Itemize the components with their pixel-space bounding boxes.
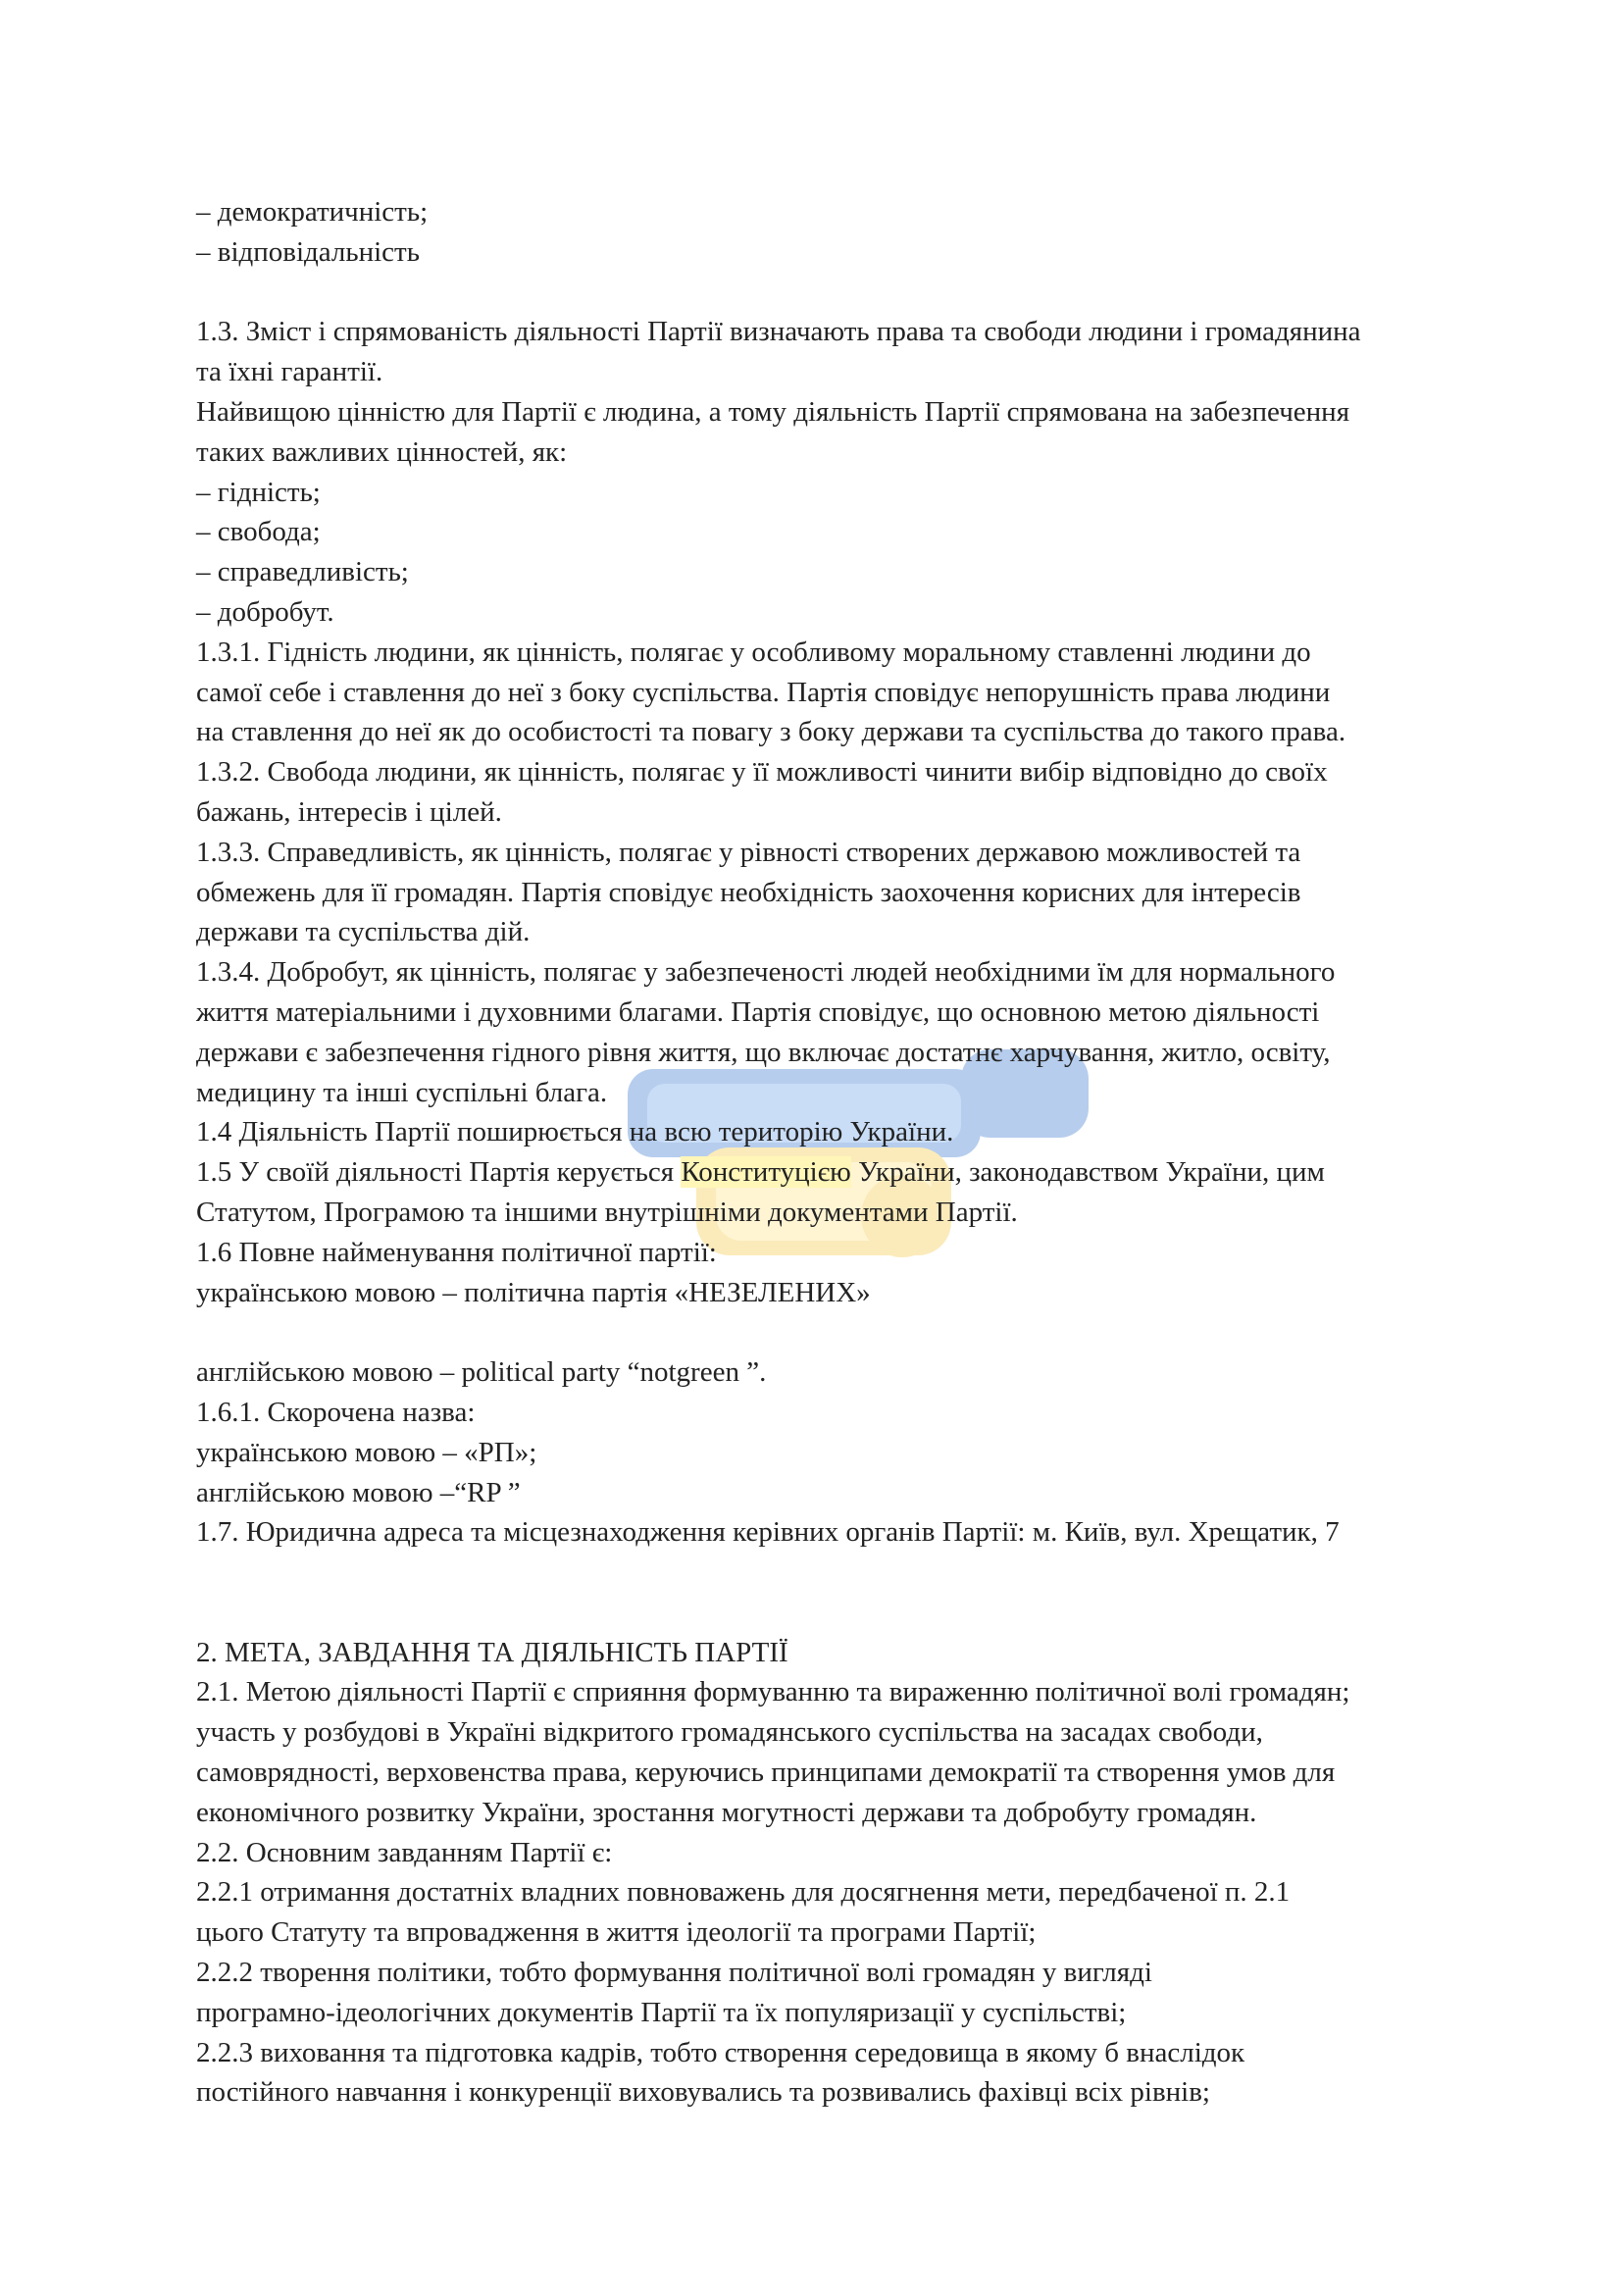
text-line: 2.2. Основним завданням Партії є: xyxy=(196,1836,613,1868)
text-line: на ставлення до неї як до особистості та повагу з боку держави та суспільства до такого права. xyxy=(196,716,1346,748)
text-line: життя матеріальними і духовними благами. Партія сповідує, що основною метою діяльності xyxy=(196,995,1320,1028)
text-line: 1.7. Юридична адреса та місцезнаходження керівних органів Партії: м. Київ, вул. Хрещатик, 7 xyxy=(196,1516,1340,1549)
text-line xyxy=(196,1152,1471,1193)
text-line: – гідність; xyxy=(196,476,321,508)
text-line: українською мовою – політична партія «НЕЗЕЛЕНИХ» xyxy=(196,1276,871,1308)
text-line: участь у розбудові в Україні відкритого громадянського суспільства на засадах свободи, xyxy=(196,1716,1263,1749)
text-line: – справедливість; xyxy=(196,556,409,588)
text-line: – відповідальність xyxy=(196,235,420,268)
blank-line xyxy=(196,1553,1471,1593)
text-line: медицину та інші суспільні блага. xyxy=(196,1076,608,1108)
blank-line xyxy=(196,1593,1471,1633)
text-segment: 1.5 У своїй діяльності Партія керується xyxy=(196,1156,682,1189)
text-line: 2.2.3 виховання та підготовка кадрів, тобто створення середовища в якому б внаслідок xyxy=(196,2036,1245,2068)
text-line: програмно-ідеологічних документів Партії та їх популяризації у суспільстві; xyxy=(196,1996,1127,2028)
text-line: обмежень для її громадян. Партія сповідує необхідність заохочення корисних для інтересів xyxy=(196,876,1301,908)
text-line: 1.6.1. Скорочена назва: xyxy=(196,1396,476,1428)
highlighted-text: Конституцією xyxy=(681,1156,851,1189)
text-line: – свобода; xyxy=(196,516,321,548)
text-line: Найвищою цінністю для Партії є людина, а тому діяльність Партії спрямована на забезпечення xyxy=(196,395,1350,428)
text-line: 1.3. Зміст і спрямованість діяльності Партії визначають права та свободи людини і громадянина xyxy=(196,316,1361,348)
text-line: 2.2.2 творення політики, тобто формування політичної волі громадян у вигляді xyxy=(196,1957,1152,1989)
text-line: – демократичність; xyxy=(196,196,429,228)
text-line: 2.1. Метою діяльності Партії є сприяння формуванню та вираженню політичної волі громадян; xyxy=(196,1676,1350,1708)
text-line: – добробут. xyxy=(196,595,334,628)
text-line: бажань, інтересів і цілей. xyxy=(196,795,502,828)
text-line: постійного навчання і конкуренції виховувались та розвивались фахівці всіх рівнів; xyxy=(196,2076,1210,2109)
blank-line xyxy=(196,1312,1471,1352)
text-line: 1.6 Повне найменування політичної партії: xyxy=(196,1236,717,1268)
text-line: самої себе і ставлення до неї з боку суспільства. Партія сповідує непорушність права людини xyxy=(196,676,1331,708)
text-line: 1.3.2. Свобода людини, як цінність, полягає у її можливості чинити вибір відповідно до своїх xyxy=(196,756,1328,789)
text-line: 1.3.4. Добробут, як цінність, полягає у забезпеченості людей необхідними їм для нормального xyxy=(196,956,1336,989)
text-line: українською мовою – «РП»; xyxy=(196,1436,537,1468)
blank-line xyxy=(196,273,1471,313)
text-line: 1.3.3. Справедливість, як цінність, полягає у рівності створених державою можливостей та xyxy=(196,836,1301,868)
text-line: та їхні гарантії. xyxy=(196,356,383,388)
text-line: самоврядності, верховенства права, керуючись принципами демократії та створення умов для xyxy=(196,1757,1336,1789)
document-text xyxy=(196,192,1471,2113)
text-line: держави є забезпечення гідного рівня життя, що включає достатнє харчування, житло, освіту, xyxy=(196,1036,1331,1068)
text-line: 1.3.1. Гідність людини, як цінність, полягає у особливому моральному ставленні людини до xyxy=(196,636,1311,668)
text-line: Статутом, Програмою та іншими внутрішніми документами Партії. xyxy=(196,1196,1018,1228)
text-line: 2.2.1 отримання достатніх владних повноважень для досягнення мети, передбаченої п. 2.1 xyxy=(196,1876,1291,1909)
text-line: 2. МЕТА, ЗАВДАННЯ ТА ДІЯЛЬНІСТЬ ПАРТІЇ xyxy=(196,1636,788,1668)
text-line: держави та суспільства дій. xyxy=(196,916,531,948)
text-line: цього Статуту та впровадження в життя ідеології та програми Партії; xyxy=(196,1916,1037,1949)
text-line: 1.4 Діяльність Партії поширюється на всю територію України. xyxy=(196,1116,954,1148)
text-line: англійською мовою –“RP ” xyxy=(196,1476,521,1508)
text-segment: України, законодавством України, цим xyxy=(850,1156,1325,1189)
text-line: таких важливих цінностей, як: xyxy=(196,435,568,468)
text-line: економічного розвитку України, зростання могутності держави та добробуту громадян. xyxy=(196,1796,1257,1828)
text-line: англійською мовою – political party “notgreen ”. xyxy=(196,1356,767,1389)
